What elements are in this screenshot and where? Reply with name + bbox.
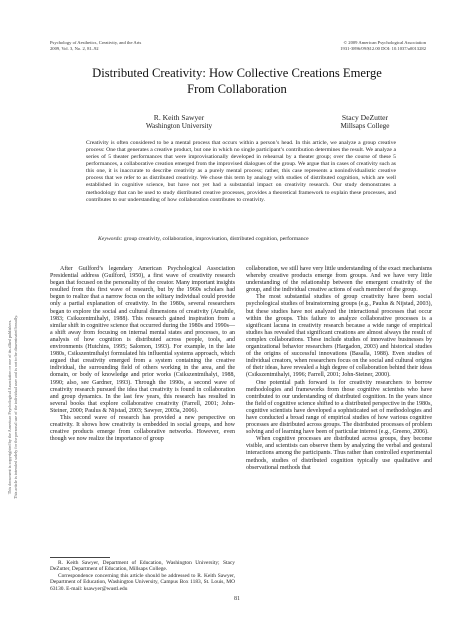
- author-affiliation: Washington University: [145, 122, 213, 131]
- side-notice-line-2: This article is intended solely for the personal use of the individual user and is not to be disseminated broadly.: [13, 314, 18, 500]
- paragraph: When cognitive processes are distributed across groups, they become visible, and scientists can observe them by analyzing the verbal and gestural interactions among the participants. Thus rather than controlled experimental methods, studies of distributed cognition typically use qualitative and observational methods that: [246, 436, 432, 471]
- author-name: R. Keith Sawyer: [153, 113, 205, 122]
- copyright-line: © 2009 American Psychological Association: [343, 40, 426, 45]
- journal-volume: 2009, Vol. 3, No. 2, 81–92: [50, 46, 99, 51]
- author-block: [124, 114, 234, 131]
- journal-header: [50, 40, 141, 52]
- paragraph: One potential path forward is for creativity researchers to borrow methodologies and frameworks from those cognitive scientists who have contributed to our understanding of distributed cognition. In the years since the field of cognitive science shifted to a distributed perspective in the 1980s, cognitive scientists have developed a sophisticated set of methodologies and have conducted a broad range of empirical studies of how various cognitive processes are distributed across groups. The distributed processes of problem solving and of learning have been of particular interest (e.g., Greeno, 2006).: [246, 379, 432, 436]
- footnote-divider: [50, 557, 110, 558]
- copyright-header: [340, 40, 426, 52]
- author-block: [310, 114, 420, 131]
- journal-name: Psychology of Aesthetics, Creativity, and the Arts: [50, 40, 142, 45]
- author-footnote: [50, 560, 235, 592]
- footnote-correspondence: Correspondence concerning this article should be addressed to R. Keith Sawyer, Department of Education, Washington University, Campus Box 1183, St. Louis, MO 63130. E-mail: ksawyer@wustl.edu: [50, 572, 235, 592]
- copyright-side-notice: [7, 257, 29, 557]
- paragraph: The most substantial studies of group creativity have been social psychological studies of brainstorming groups (e.g., Paulus & Nijstad, 2003), but these studies have not analyzed the interactional processes that occur within the groups. This failure to analyze collaborative processes is a significant lacuna in creativity research because a wide range of empirical studies has revealed that significant creations are almost always the result of complex collaborations. These include studies of innovative businesses by organizational behavior researchers (Hargadon, 2003) and historical studies of the origins of successful innovations (Basalla, 1988). Even studies of individual creators, when researchers focus on the social and cultural origins of their ideas, have revealed a high degree of collaboration behind their ideas (Csikszentmihalyi, 1996; Farrell, 2001; John-Steiner, 2000).: [246, 294, 432, 379]
- article-title: [40, 65, 434, 97]
- body-column-right: [246, 266, 432, 472]
- side-notice-line-1: This document is copyrighted by the American Psychological Association or one of its allied publishers.: [7, 319, 12, 495]
- page-number: 81: [234, 596, 240, 602]
- keywords-label: Keywords:: [98, 236, 123, 242]
- title-line-2: From Collaboration: [187, 82, 287, 96]
- keywords: [98, 236, 398, 243]
- paragraph: After Guilford’s legendary American Psychological Association Presidential address (Guilford, 1950), a first wave of creativity research began that focused on the personality of the creator. Many important insights resulted from this first wave of research, but by the 1960s scholars had begun to realize that a narrow focus on the solitary individual could provide only a partial explanation of creativity. In the 1980s, several researchers began to explore the social and cultural dimensions of creativity (Amabile, 1983; Csikszentmihalyi, 1988). This research gained inspiration from a similar shift in cognitive science that occurred during the 1980s and 1990s—a shift away from focusing on internal mental states and processes, to an analysis of how cognition is distributed across people, tools, and environments (Hutchins, 1995; Salomon, 1993). For example, in the late 1980s, Csikszentmihalyi formulated his influential systems approach, which argued that creativity emerged from a system containing the creative individual, the surrounding field of others working in the area, and the domain, or body of knowledge and prior works (Csikszentmihalyi, 1988, 1990; also, see Gardner, 1993). Through the 1990s, a second wave of creativity research pursued the idea that creativity is found in collaboration and group dynamics. In the last few years, this research has resulted in several books that explore collaborative creativity (Farrell, 2001; John-Steiner, 2000; Paulus & Nijstad, 2003; Sawyer, 2003a, 2006).: [50, 266, 235, 414]
- paragraph: This second wave of research has provided a new perspective on creativity. It shows how creativity is embedded in social groups, and how creative products emerge from collaborative networks. However, even though we now realize the importance of group: [50, 414, 235, 443]
- body-column-left: [50, 266, 235, 443]
- author-name: Stacy DeZutter: [341, 113, 389, 122]
- keywords-value: group creativity, collaboration, improvisation, distributed cognition, performance: [123, 236, 309, 242]
- paragraph: collaboration, we still have very little understanding of the exact mechanisms whereby creative products emerge from groups. And we have very little understanding of the relationship between the emergent creativity of the group, and the individual creative actions of each member of the group.: [246, 266, 432, 294]
- author-affiliation: Millsaps College: [340, 122, 390, 131]
- abstract: Creativity is often considered to be a mental process that occurs within a person’s head. In this article, we analyze a group creative process: One that generates a creative product, but one in which no single participant’s contribution determines the result. We analyze a series of 5 theater performances that were improvisationally developed in rehearsal by a theater group; over the course of these 5 performances, a collaborative creation emerged from the improvised dialogues of the group. We argue that in cases of creativity such as this one, it is inaccurate to describe creativity as a purely mental process; rather, this case represents a nonindividualistic creative process that we refer to as distributed creativity. We chose this term by analogy with studies of distributed cognition, which are well established in cognitive science, but have not yet had a substantial impact on creativity research. Our study demonstrates a methodology that can be used to study distributed creative processes, provides a theoretical framework to explain these processes, and contributes to our understanding of how collaboration contributes to creativity.: [86, 140, 396, 203]
- footnote-affiliations: R. Keith Sawyer, Department of Education, Washington University; Stacy DeZutter, Department of Education, Millsaps College.: [50, 560, 235, 573]
- doi-line: 1931-3896/09/$12.00 DOI: 10.1037/a0013282: [340, 46, 426, 51]
- title-line-1: Distributed Creativity: How Collective Creations Emerge: [92, 66, 382, 80]
